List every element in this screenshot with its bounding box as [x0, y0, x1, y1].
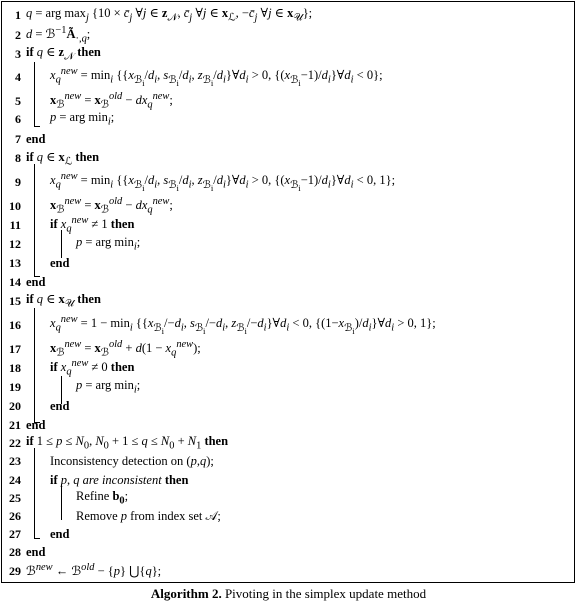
line-number: 10: [9, 198, 21, 213]
line-number: 6: [15, 111, 21, 126]
block-rule-end: [34, 538, 40, 539]
block-rule: [34, 62, 35, 126]
line-code: Refine $b_0$;: [76, 489, 129, 507]
line-number: 3: [15, 46, 21, 61]
line-number: 18: [9, 360, 21, 375]
line-number: 8: [15, 150, 21, 165]
line-code: if $1 \le p \le N_0$, $N_0 + 1 \le q \le N_0 + N_1$ then: [26, 434, 229, 452]
line-number: 7: [15, 131, 21, 146]
line-number: 22: [9, 435, 21, 450]
line-number: 23: [9, 453, 21, 468]
line-code: end: [50, 526, 70, 541]
line-number: 26: [9, 508, 21, 523]
block-rule: [34, 164, 35, 276]
line-code: $d = ℬ^{-1}Ã_{\cdot,q}$;: [26, 25, 91, 45]
line-number: 27: [9, 526, 21, 541]
algorithm-caption: [0, 586, 577, 602]
caption-text: Pivoting in the simplex update method: [224, 586, 427, 601]
line-code: if $x_q^{new} \ne 0$ then: [50, 358, 135, 378]
line-code: if q ∈ $z_𝒩$ then: [26, 45, 101, 63]
line-number: 4: [15, 69, 21, 84]
line-number: 12: [9, 236, 21, 251]
line-number: 24: [9, 472, 21, 487]
line-code: if q ∈ $x_ℒ$ then: [26, 149, 100, 168]
line-code: Remove p from index set 𝒜;: [76, 508, 221, 523]
line-code: end: [26, 274, 46, 289]
line-number: 11: [9, 217, 21, 232]
line-code: $x_q^{new} = \min_i \{\{x_{ℬ_i}/d_i$, $s_{ℬ_i}/d_i$, $z_{ℬ_i}/d_i\}\forall d_i > 0$, $\{(x_{ℬ_i}-1)/d_i\}\forall d_i < 0$};: [50, 66, 383, 88]
line-code: $x_ℬ^{new} = x_ℬ^{old} - dx_q^{new}$;: [50, 91, 173, 111]
line-number: 29: [9, 563, 21, 578]
line-number: 25: [9, 490, 21, 505]
line-code: $x_q^{new} = 1 - \min_i \{\{x_{ℬ_i}/-d_i$, $s_{ℬ_i}/-d_i$, $z_{ℬ_i}/-d_i\}\forall d_i < 0$, $\{(1-x_{ℬ_i})/d_i\}\forall d_i > 0$, 1};: [50, 314, 436, 336]
line-code: q = arg $\max_j \{10$ × $c̄_j$ ∀j ∈ $z_𝒩$, $c̄_j$ ∀j ∈ $x_ℒ$, $-c̄_j$ ∀j ∈ $x_𝒰$};: [26, 6, 313, 24]
block-rule: [34, 448, 35, 538]
line-number: 13: [9, 255, 21, 270]
line-number: 16: [9, 317, 21, 332]
line-code: $x_ℬ^{new} = x_ℬ^{old} + d(1 - x_q^{new})$;: [50, 339, 201, 359]
line-number: 19: [9, 379, 21, 394]
line-code: end: [26, 544, 46, 559]
line-number: 20: [9, 398, 21, 413]
line-code: if $x_q^{new} \ne 1$ then: [50, 215, 135, 235]
line-number: 5: [15, 93, 21, 108]
line-number: 1: [15, 7, 21, 22]
line-code: p = arg $\min_i$;: [76, 378, 141, 396]
line-code: $x_q^{new} = \min_i \{\{x_{ℬ_i}/d_i$, $s_{ℬ_i}/d_i$, $z_{ℬ_i}/d_i\}\forall d_i > 0$, $\{(x_{ℬ_i}-1)/d_i\}\forall d_i < 0$, 1};: [50, 171, 396, 193]
block-rule: [34, 308, 35, 422]
line-code: Inconsistency detection on (p,q);: [50, 453, 214, 468]
line-code: p = arg $\min_i$;: [50, 110, 115, 128]
line-code: if p, q are inconsistent then: [50, 472, 189, 487]
algorithm-frame: [1, 1, 575, 583]
line-number: 2: [15, 27, 21, 42]
line-number: 21: [9, 417, 21, 432]
line-code: end: [50, 398, 70, 413]
caption-label: Algorithm 2.: [150, 586, 222, 601]
block-rule: [61, 484, 62, 520]
line-code: p = arg $\min_i$;: [76, 235, 141, 253]
block-rule-end: [34, 126, 40, 127]
line-number: 15: [9, 293, 21, 308]
line-code: ℬ$^{new}$ ← ℬ$^{old}$ − {p} ⋃{q};: [26, 562, 162, 579]
line-code: end: [26, 417, 46, 432]
line-number: 14: [9, 274, 21, 289]
line-number: 28: [9, 544, 21, 559]
line-code: if q ∈ $x_𝒰$ then: [26, 292, 101, 310]
line-code: $x_ℬ^{new} = x_ℬ^{old} - dx_q^{new}$;: [50, 196, 173, 216]
line-number: 17: [9, 341, 21, 356]
line-code: end: [50, 255, 70, 270]
line-number: 9: [15, 174, 21, 189]
line-code: end: [26, 131, 46, 146]
